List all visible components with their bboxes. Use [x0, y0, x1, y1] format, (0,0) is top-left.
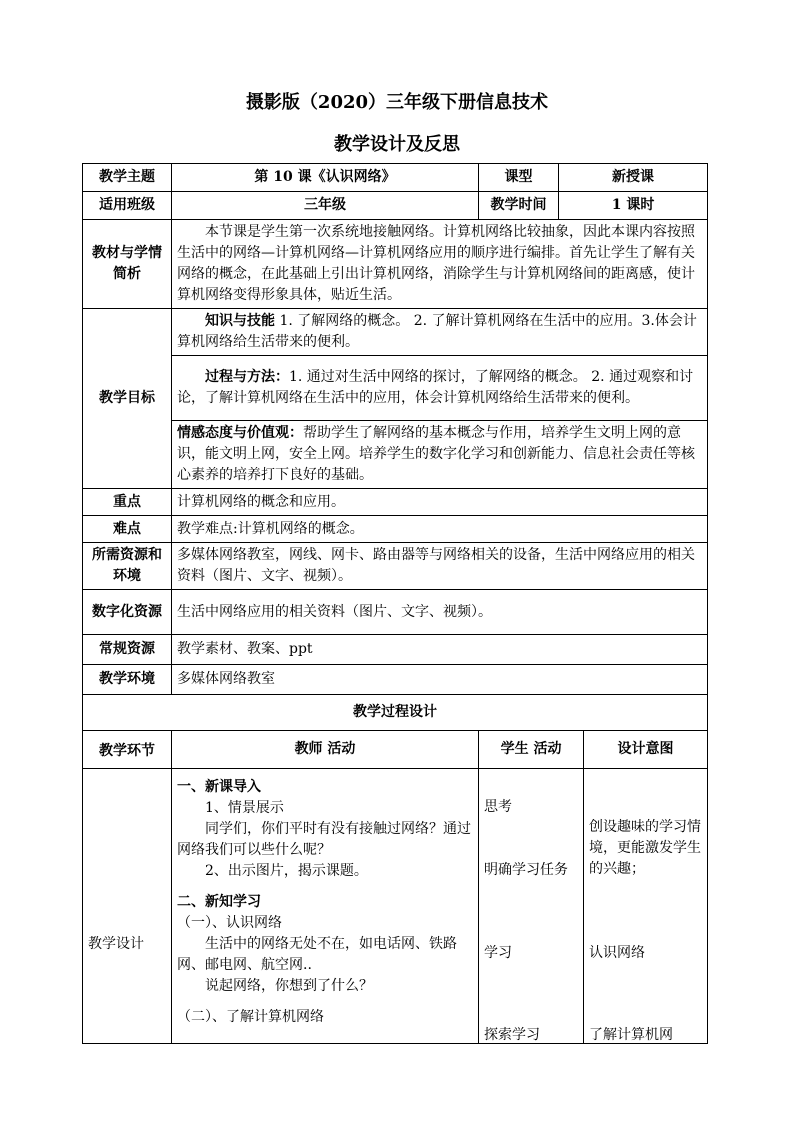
student-activity: 明确学习任务 — [484, 862, 569, 878]
topic-value: 第 10 课《认识网络》 — [172, 164, 479, 192]
resources-text: 多媒体网络教室，网线、网卡、路由器等与网络相关的设备，生活中网络应用的相关资料（图片、文字、视频）。 — [172, 543, 708, 590]
class-label: 适用班级 — [83, 192, 172, 220]
table-row — [83, 192, 708, 220]
process-section-title: 教学过程设计 — [83, 695, 708, 731]
teacher-line: （一）、认识网络 — [177, 915, 282, 931]
env-label: 教学环境 — [83, 665, 172, 695]
goals-label: 教学目标 — [83, 309, 172, 489]
teacher-line: 2、出示图片，揭示课题。 — [205, 863, 368, 879]
table-row — [83, 635, 708, 665]
document-subtitle: 教学设计及反思 — [334, 134, 460, 155]
goal-process-title: 过程与方法： — [205, 369, 289, 385]
teacher-heading-new: 二、新知学习 — [177, 894, 261, 910]
table-row — [83, 543, 708, 590]
table-row — [83, 695, 708, 731]
difficulty-text: 教学难点:计算机网络的概念。 — [172, 516, 708, 543]
table-row — [83, 356, 708, 421]
lesson-plan-table — [82, 163, 708, 1044]
analysis-text: 本节课是学生第一次系统地接触网络。计算机网络比较抽象，因此本课内容按照生活中的网络—计算机网络—计算机网络应用的顺序进行编排。首先让学生了解有关网络的概念，在此基础上引出计算机网络，消除学生与计算机网络间的距离感，使计算机网络变得形象具体，贴近生活。 — [172, 220, 708, 309]
col-intent-header: 设计意图 — [584, 731, 708, 769]
table-row — [83, 731, 708, 769]
table-row — [83, 489, 708, 516]
student-activity: 探索学习 — [484, 1027, 541, 1043]
table-row — [83, 309, 708, 356]
goal-attitude-text: 帮助学生了解网络的基本概念与作用，培养学生文明上网的意识，能文明上网，安全上网。培养学生的数字化学习和创新能力、信息社会责任等核心素养的培养打下良好的基础。 — [177, 425, 695, 483]
difficulty-label: 难点 — [83, 516, 172, 543]
table-row — [83, 516, 708, 543]
student-activity: 思考 — [484, 799, 513, 815]
common-text: 教学素材、教案、ppt — [172, 635, 708, 665]
table-row — [83, 421, 708, 489]
student-activity: 学习 — [484, 945, 513, 961]
topic-label: 教学主题 — [83, 164, 172, 192]
col-stage-header: 教学环节 — [83, 731, 172, 769]
col-student-header: 学生 活动 — [479, 731, 584, 769]
teacher-line: 同学们，你们平时有没有接触过网络？通过网络我们可以些什么呢？ — [177, 821, 471, 858]
key-text: 计算机网络的概念和应用。 — [172, 489, 708, 516]
common-label: 常规资源 — [83, 635, 172, 665]
teacher-heading-intro: 一、新课导入 — [177, 779, 261, 795]
stage-value: 教学设计 — [88, 936, 144, 952]
col-teacher-header: 教师 活动 — [172, 731, 479, 769]
goal-process-text: 1. 通过对生活中网络的探讨，了解网络的概念。 2. 通过观察和讨论，了解计算机网络在生活中的应用，体会计算机网络给生活带来的便利。 — [177, 369, 694, 406]
digital-label: 数字化资源 — [83, 590, 172, 635]
document-title: 摄影版（2020）三年级下册信息技术 — [245, 92, 549, 113]
design-intent: 了解计算机网 — [589, 1027, 674, 1043]
teacher-line: 说起网络，你想到了什么？ — [205, 978, 373, 994]
goal-process — [172, 356, 708, 421]
key-label: 重点 — [83, 489, 172, 516]
table-row — [83, 665, 708, 695]
resources-label: 所需资源和环境 — [83, 543, 172, 590]
table-row — [83, 164, 708, 192]
teacher-line: （二）、了解计算机网络 — [177, 1009, 324, 1025]
table-row — [83, 220, 708, 309]
time-label: 教学时间 — [479, 192, 559, 220]
table-row — [83, 769, 708, 1044]
class-value: 三年级 — [172, 192, 479, 220]
design-intent: 认识网络 — [589, 945, 646, 961]
env-text: 多媒体网络教室 — [172, 665, 708, 695]
time-value: 1 课时 — [559, 192, 708, 220]
digital-text: 生活中网络应用的相关资料（图片、文字、视频）。 — [172, 590, 708, 635]
goal-knowledge — [172, 309, 708, 356]
type-label: 课型 — [479, 164, 559, 192]
design-intent-cell — [584, 769, 708, 1044]
teacher-line: 1、情景展示 — [205, 800, 284, 816]
goal-attitude-title: 情感态度与价值观： — [177, 425, 303, 441]
teacher-activity-cell — [172, 769, 479, 1044]
student-activity-cell — [479, 769, 584, 1044]
goal-attitude — [172, 421, 708, 489]
stage-cell — [83, 769, 172, 1044]
design-intent: 创设趣味的学习情境，更能激发学生的兴趣； — [589, 819, 702, 877]
analysis-label: 教材与学情简析 — [83, 220, 172, 309]
table-row — [83, 590, 708, 635]
teacher-line: 生活中的网络无处不在，如电话网、铁路网、邮电网、航空网.. — [177, 936, 457, 973]
goal-knowledge-title: 知识与技能 — [205, 313, 275, 329]
type-value: 新授课 — [559, 164, 708, 192]
goal-knowledge-text: 1. 了解网络的概念。 2. 了解计算机网络在生活中的应用。3.体会计算机网络给生活带来的便利。 — [177, 313, 697, 350]
